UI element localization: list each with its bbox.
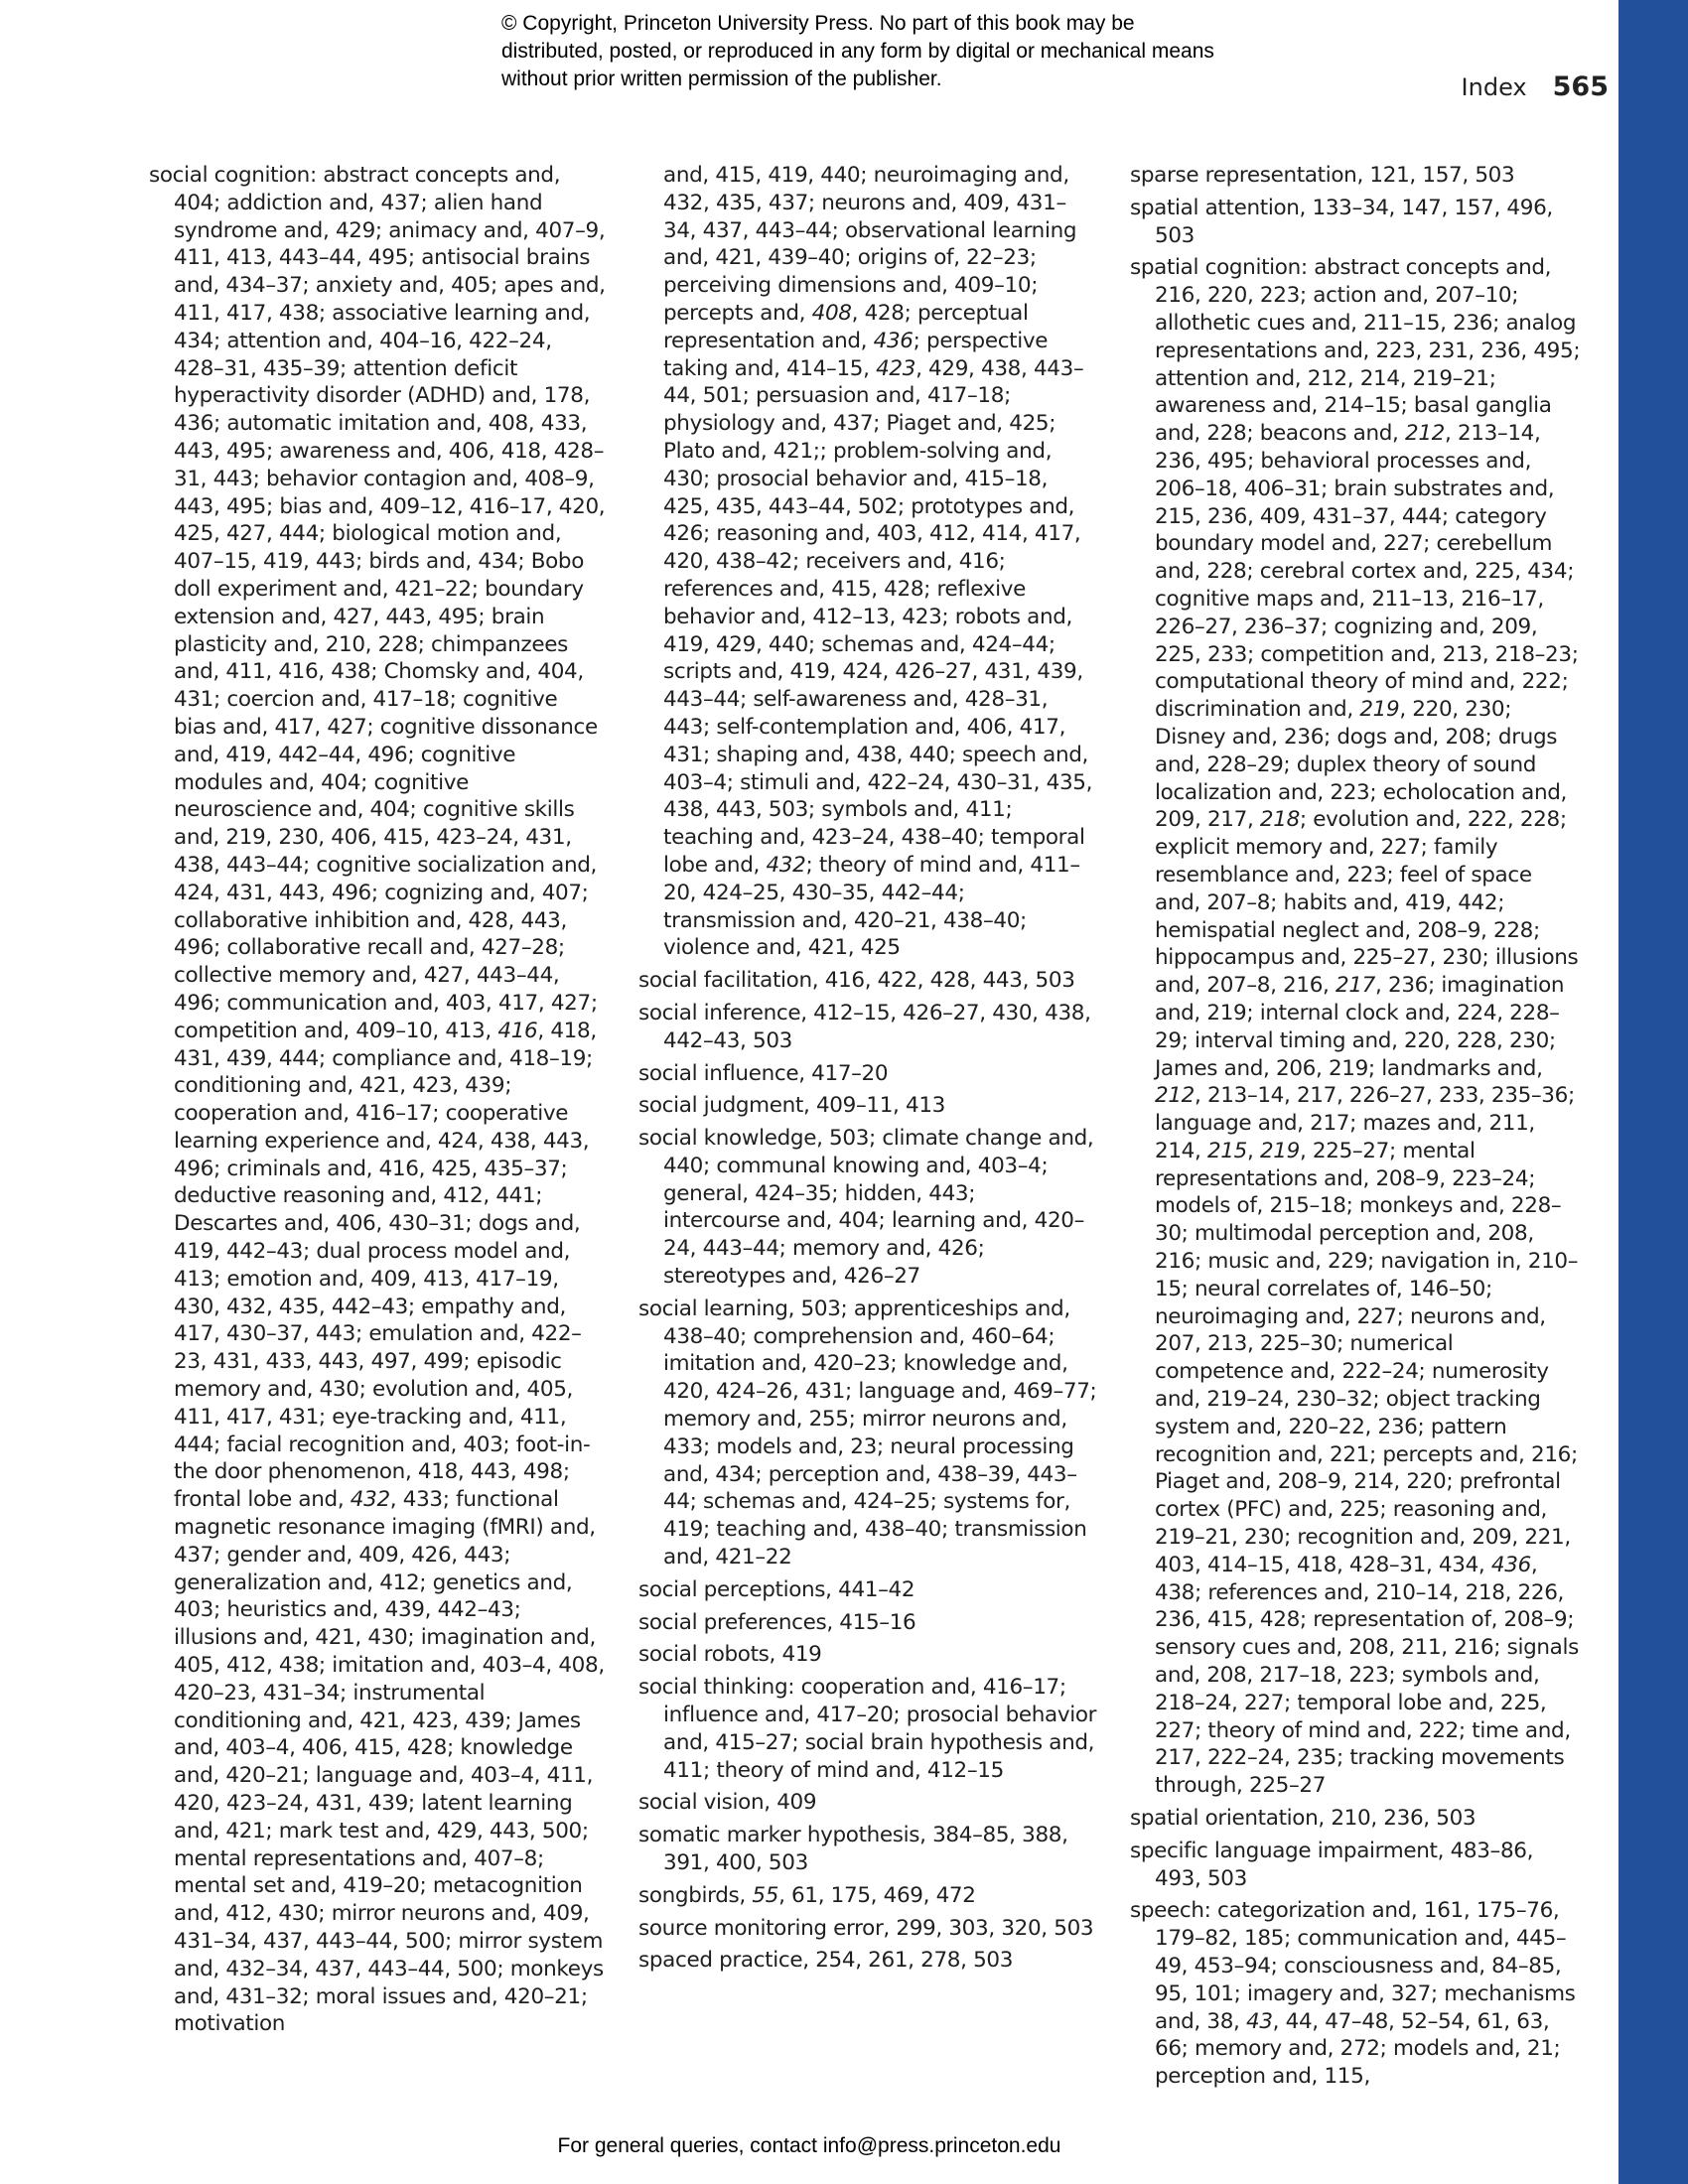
index-entry-social-thinking bbox=[638, 1674, 1097, 1784]
index-entry-social-vision bbox=[638, 1789, 1097, 1817]
index-entry-spaced-practice bbox=[638, 1947, 1097, 1975]
index-entry-text: and, 415, 419, 440; neuroimaging and, 432, 435, 437; neurons and, 409, 431–34, 437, 443–44; observational learning and, 421, 439–40; origins of, 22–23; perceiving dimensions and, 409–10; percepts and, bbox=[663, 163, 1077, 326]
index-entry-social-learning bbox=[638, 1296, 1097, 1571]
index-entry-text: , 44, 47–48, 52–54, 61, 63, 66; memory and, 272; models and, 21; perception and, 115, bbox=[1155, 2008, 1561, 2090]
running-head bbox=[1380, 71, 1609, 102]
index-entry-somatic-marker-hypothesis bbox=[638, 1822, 1097, 1877]
index-entry-sparse-representation bbox=[1130, 162, 1583, 190]
index-entry-text: somatic marker hypothesis, 384–85, 388, 391, 400, 503 bbox=[638, 1823, 1068, 1876]
index-entry-spatial-cognition bbox=[1130, 254, 1583, 1800]
index-entry-text: ; perspective taking and, 414–15, bbox=[663, 328, 1049, 381]
index-entry-social-robots bbox=[638, 1641, 1097, 1669]
index-entry-text: , 438; references and, 210–14, 218, 226, 236, 415, 428; representation of, 208–9; sensory cues and, 208, 211, 216; signals and, 208, 217–18, 223; symbols and, 218–24, 227; temporal lobe and, 225, 227; theory of mind and, 222; time and, 217, 222–24, 235; tracking movements through, 225–27 bbox=[1155, 1552, 1579, 1799]
index-entry-text: spatial attention, 133–34, 147, 157, 496, 503 bbox=[1130, 195, 1553, 248]
index-entry-source-monitoring-error bbox=[638, 1915, 1097, 1943]
index-entry-social-cognition-cont bbox=[638, 162, 1097, 962]
footer-contact: For general queries, contact info@press.princeton.edu bbox=[557, 2134, 1061, 2157]
index-entry-text: songbirds, bbox=[638, 1882, 753, 1908]
index-column-1 bbox=[149, 162, 606, 2043]
index-column-3 bbox=[1130, 162, 1583, 2096]
index-entry-text: , 418, 431, 439, 444; compliance and, 418–19; conditioning and, 421, 423, 439; cooperation and, 416–17; cooperative learning experience and, 424, 438, 443, 496; criminals and, 416, 425, 435–37; deductive reasoning and, 412, 441; Descartes and, 406, 430–31; dogs and, 419, 442–43; dual process model and, 413; emotion and, 409, 413, 417–19, 430, 432, 435, 442–43; empathy and, 417, 430–37, 443; emulation and, 422–23, 431, 433, 443, 497, 499; episodic memory and, 430; evolution and, 405, 411, 417, 431; eye-tracking and, 411, 444; facial recognition and, 403; foot-in-the door phenomenon, 418, 443, 498; frontal lobe and, bbox=[174, 1018, 597, 1513]
index-entry-social-knowledge bbox=[638, 1125, 1097, 1291]
index-entry-text: social thinking: cooperation and, 416–17; influence and, 417–20; prosocial behavior and, 415–27; social brain hypothesis and, 411; theory of mind and, 412–15 bbox=[638, 1675, 1097, 1783]
index-entry-text: social facilitation, 416, 422, 428, 443, 503 bbox=[638, 968, 1075, 994]
index-entry-text: spatial cognition: abstract concepts and, 216, 220, 223; action and, 207–10; allothetic cues and, 211–15, 236; analog representations and, 223, 231, 236, 495; attention and, 212, 214, 219–21; awareness and, 214–15; basal ganglia and, 228; beacons and, bbox=[1130, 255, 1581, 447]
index-entry-text: social robots, 419 bbox=[638, 1642, 822, 1668]
index-entry-text: social learning, 503; apprenticeships and, 438–40; comprehension and, 460–64; imitation and, 420–23; knowledge and, 420, 424–26, 431; language and, 469–77; memory and, 255; mirror neurons and, 433; models and, 23; neural processing and, 434; perception and, 438–39, 443–44; schemas and, 424–25; systems for, 419; teaching and, 438–40; transmission and, 421–22 bbox=[638, 1296, 1097, 1570]
index-page-ref-figure: 212 bbox=[1155, 1083, 1195, 1109]
index-page-ref-figure: 432 bbox=[350, 1487, 390, 1513]
index-entry-text: social influence, 417–20 bbox=[638, 1060, 889, 1086]
index-entry-text: spatial orientation, 210, 236, 503 bbox=[1130, 1806, 1477, 1832]
index-entry-spatial-attention bbox=[1130, 195, 1583, 250]
index-entry-text: , 225–27; mental representations and, 208–9, 223–24; models of, 215–18; monkeys and, 228–30; multimodal perception and, 208, 216; music and, 229; navigation in, 210–15; neural correlates of, 146–50; neuroimaging and, 227; neurons and, 207, 213, 225–30; numerical competence and, 222–24; numerosity and, 219–24, 230–32; object tracking system and, 220–22, 236; pattern recognition and, 221; percepts and, 216; Piaget and, 208–9, 214, 220; prefrontal cortex (PFC) and, 225; reasoning and, 219–21, 230; recognition and, 209, 221, 403, 414–15, 418, 428–31, 434, bbox=[1155, 1138, 1579, 1577]
index-page-ref-figure: 215 bbox=[1206, 1138, 1247, 1163]
index-entry-social-influence bbox=[638, 1060, 1097, 1088]
index-entry-text: , 213–14, 236, 495; behavioral processes and, 206–18, 406–31; brain substrates and, 215, 236, 409, 431–37, 444; category boundary model and, 227; cerebellum and, 228; cerebral cortex and, 225, 434; cognitive maps and, 211–13, 216–17, 226–27, 236–37; cognizing and, 209, 225, 233; competition and, 213, 218–23; computational theory of mind and, 222; discrimination and, bbox=[1155, 421, 1579, 723]
index-entry-text: social knowledge, 503; climate change and, 440; communal knowing and, 403–4; general, 424–35; hidden, 443; intercourse and, 404; learning and, 420–24, 443–44; memory and, 426; stereotypes and, 426–27 bbox=[638, 1126, 1094, 1290]
page-number: 565 bbox=[1552, 71, 1609, 102]
index-entry-speech bbox=[1130, 1897, 1583, 2091]
index-entry-text: ; evolution and, 222, 228; explicit memory and, 227; family resemblance and, 223; feel of space and, 207–8; habits and, 419, 442; hemispatial neglect and, 208–9, 228; hippocampus and, 225–27, 230; illusions and, 207–8, 216, bbox=[1155, 807, 1579, 999]
index-entry-social-preferences bbox=[638, 1609, 1097, 1637]
index-entry-social-cognition bbox=[149, 162, 606, 2038]
index-entry-text: social inference, 412–15, 426–27, 430, 438, 442–43, 503 bbox=[638, 1000, 1091, 1053]
index-page-ref-figure: 432 bbox=[766, 852, 806, 878]
index-entry-social-judgment bbox=[638, 1092, 1097, 1120]
copyright-notice: © Copyright, Princeton University Press. No part of this book may be distributed, posted, or reproduced in any form by digital or mechanical means without prior written permission of the publisher. bbox=[501, 12, 1214, 90]
index-entry-text: , 61, 175, 469, 472 bbox=[778, 1882, 976, 1908]
index-page-ref-figure: 218 bbox=[1259, 807, 1300, 833]
index-column-2 bbox=[638, 162, 1097, 1979]
index-entry-text: , 236; imagination and, 219; internal clock and, 224, 228–29; interval timing and, 220, 228, 230; James and, 206, 219; landmarks and, bbox=[1155, 973, 1565, 1081]
index-page-ref-figure: 212 bbox=[1405, 421, 1445, 447]
index-page-ref-figure: 436 bbox=[1490, 1552, 1531, 1577]
index-entry-social-facilitation bbox=[638, 967, 1097, 995]
index-entry-spatial-orientation bbox=[1130, 1805, 1583, 1833]
index-entry-social-perceptions bbox=[638, 1576, 1097, 1604]
index-page-ref-figure: 55 bbox=[752, 1882, 779, 1908]
index-entry-text: spaced practice, 254, 261, 278, 503 bbox=[638, 1948, 1014, 1974]
side-color-band bbox=[1618, 0, 1688, 2184]
index-page-ref-figure: 219 bbox=[1259, 1138, 1300, 1163]
index-entry-text: social vision, 409 bbox=[638, 1790, 817, 1816]
index-entry-text: social judgment, 409–11, 413 bbox=[638, 1093, 945, 1119]
index-entry-text: ; theory of mind and, 411–20, 424–25, 430–35, 442–44; transmission and, 420–21, 438–40; violence and, 421, 425 bbox=[663, 852, 1080, 961]
index-page-ref-figure: 408 bbox=[811, 300, 852, 326]
index-entry-text: , 220, 230; Disney and, 236; dogs and, 208; drugs and, 228–29; duplex theory of sound localization and, 223; echolocation and, 209, 217, bbox=[1155, 697, 1568, 833]
index-entry-text: , 428; perceptual representation and, bbox=[663, 300, 1029, 353]
index-entry-text: , 429, 438, 443–44, 501; persuasion and, 417–18; physiology and, 437; Piaget and, 425; Plato and, 421;; problem-solving and, 430; prosocial behavior and, 415–18, 425, 435, 443–44, 502; prototypes and, 426; reasoning and, 403, 412, 414, 417, 420, 438–42; receivers and, 416; references and, 415, 428; reflexive behavior and, 412–13, 423; robots and, 419, 429, 440; schemas and, 424–44; scripts and, 419, 424, 426–27, 431, 439, 443–44; self-awareness and, 428–31, 443; self-contemplation and, 406, 417, 431; shaping and, 438, 440; speech and, 403–4; stimuli and, 422–24, 430–31, 435, 438, 443, 503; symbols and, 411; teaching and, 423–24, 438–40; temporal lobe and, bbox=[663, 355, 1093, 878]
index-page-ref-figure: 423 bbox=[876, 355, 916, 381]
index-page-ref-figure: 416 bbox=[497, 1018, 538, 1043]
index-entry-text: , 433; functional magnetic resonance imaging (fMRI) and, 437; gender and, 409, 426, 443; generalization and, 412; genetics and, 403; heuristics and, 439, 442–43; illusions and, 421, 430; imagination and, 405, 412, 438; imitation and, 403–4, 408, 420–23, 431–34; instrumental conditioning and, 421, 423, 439; James and, 403–4, 406, 415, 428; knowledge and, 420–21; language and, 403–4, 411, 420, 423–24, 431, 439; latent learning and, 421; mark test and, 429, 443, 500; mental representations and, 407–8; mental set and, 419–20; metacognition and, 412, 430; mirror neurons and, 409, 431–34, 437, 443–44, 500; mirror system and, 432–34, 437, 443–44, 500; monkeys and, 431–32; moral issues and, 420–21; motivation bbox=[174, 1487, 605, 2037]
index-page-ref-figure: 436 bbox=[873, 328, 914, 353]
index-entry-text: social cognition: abstract concepts and, 404; addiction and, 437; alien hand syndrome and, 429; animacy and, 407–9, 411, 413, 443–44, 495; antisocial brains and, 434–37; anxiety and, 405; apes and, 411, 417, 438; associative learning and, 434; attention and, 404–16, 422–24, 428–31, 435–39; attention deficit hyperactivity disorder (ADHD) and, 178, 436; automatic imitation and, 408, 433, 443, 495; awareness and, 406, 418, 428–31, 443; behavior contagion and, 408–9, 443, 495; bias and, 409–12, 416–17, 420, 425, 427, 444; biological motion and, 407–15, 419, 443; birds and, 434; Bobo doll experiment and, 421–22; boundary extension and, 427, 443, 495; brain plasticity and, 210, 228; chimpanzees and, 411, 416, 438; Chomsky and, 404, 431; coercion and, 417–18; cognitive bias and, 417, 427; cognitive dissonance and, 419, 442–44, 496; cognitive modules and, 404; cognitive neuroscience and, 404; cognitive skills and, 219, 230, 406, 415, 423–24, 431, 438, 443–44; cognitive socialization and, 424, 431, 443, 496; cognizing and, 407; collaborative inhibition and, 428, 443, 496; collaborative recall and, 427–28; collective memory and, 427, 443–44, 496; communication and, 403, 417, 427; competition and, 409–10, 413, bbox=[149, 163, 606, 1043]
index-entry-text: social preferences, 415–16 bbox=[638, 1609, 916, 1635]
index-entry-text: specific language impairment, 483–86, 493, 503 bbox=[1130, 1838, 1534, 1891]
section-title: Index bbox=[1461, 73, 1527, 101]
index-entry-social-inference bbox=[638, 1000, 1097, 1055]
index-entry-text: sparse representation, 121, 157, 503 bbox=[1130, 163, 1515, 188]
index-entry-songbirds bbox=[638, 1882, 1097, 1910]
index-entry-text: , bbox=[1246, 1138, 1260, 1163]
index-entry-text: social perceptions, 441–42 bbox=[638, 1576, 915, 1602]
index-page-ref-figure: 217 bbox=[1336, 973, 1376, 999]
index-page-ref-figure: 43 bbox=[1246, 2008, 1273, 2034]
index-entry-text: source monitoring error, 299, 303, 320, 503 bbox=[638, 1915, 1094, 1941]
index-page-ref-figure: 219 bbox=[1359, 697, 1400, 723]
index-entry-specific-language-impairment bbox=[1130, 1838, 1583, 1893]
index-entry-text: , 213–14, 217, 226–27, 233, 235–36; language and, 217; mazes and, 211, 214, bbox=[1155, 1083, 1575, 1163]
index-entry-text: speech: categorization and, 161, 175–76, 179–82, 185; communication and, 445–49, 453–94; consciousness and, 84–85, 95, 101; imagery and, 327; mechanisms and, 38, bbox=[1130, 1898, 1576, 2034]
